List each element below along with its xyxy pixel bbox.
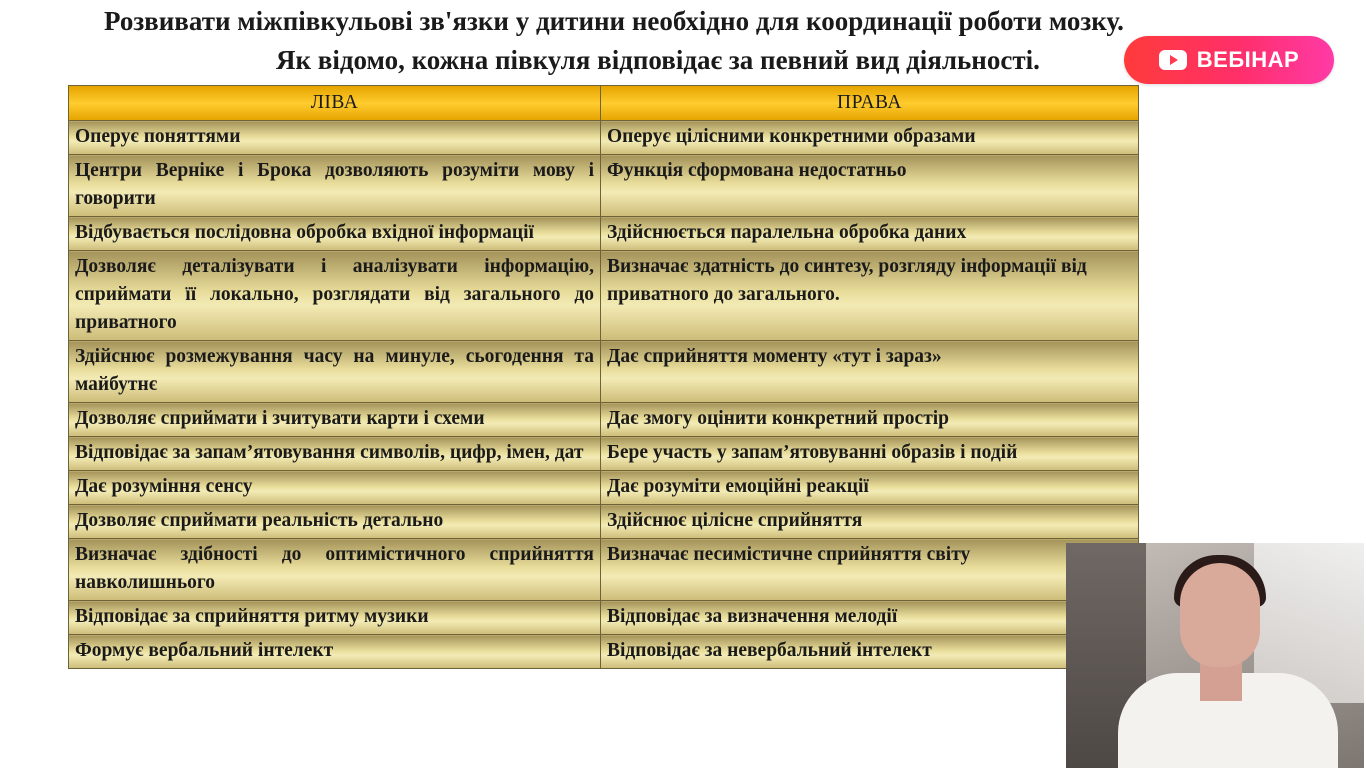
table-row — [69, 505, 1139, 539]
left-hemisphere-cell: Оперує поняттями — [69, 121, 601, 155]
presenter-face — [1180, 563, 1260, 667]
left-hemisphere-cell: Дозволяє сприймати реальність детально — [69, 505, 601, 539]
table-row — [69, 121, 1139, 155]
table-row — [69, 251, 1139, 341]
table-row — [69, 635, 1139, 669]
table-row — [69, 437, 1139, 471]
table-row — [69, 155, 1139, 217]
right-hemisphere-cell: Дає змогу оцінити конкретний простір — [601, 403, 1139, 437]
slide-title-line-1: Розвивати міжпівкульові зв'язки у дитини необхідно для координації роботи мозку. — [104, 6, 1124, 36]
left-hemisphere-cell: Відповідає за запам’ятовування символів, цифр, імен, дат — [69, 437, 601, 471]
right-hemisphere-cell: Відповідає за невербальний інтелект — [601, 635, 1139, 669]
right-hemisphere-cell: Визначає песимістичне сприйняття світу — [601, 539, 1139, 601]
youtube-play-icon — [1159, 50, 1187, 70]
hemispheres-table — [68, 85, 1139, 669]
table-row — [69, 403, 1139, 437]
table-body — [69, 121, 1139, 669]
table-row — [69, 539, 1139, 601]
right-hemisphere-cell: Визначає здатність до синтезу, розгляду інформації від приватного до загального. — [601, 251, 1139, 341]
right-hemisphere-cell: Дає сприйняття моменту «тут і зараз» — [601, 341, 1139, 403]
slide-title-line-2: Як відомо, кожна півкуля відповідає за певний вид діяльності. — [276, 45, 1040, 75]
table-row — [69, 217, 1139, 251]
table-row — [69, 471, 1139, 505]
table-row — [69, 341, 1139, 403]
left-hemisphere-cell: Визначає здібності до оптимістичного сприйняття навколишнього — [69, 539, 601, 601]
left-hemisphere-cell: Формує вербальний інтелект — [69, 635, 601, 669]
left-hemisphere-cell: Центри Верніке і Брока дозволяють розуміти мову і говорити — [69, 155, 601, 217]
column-header-left: ЛІВА — [69, 86, 601, 121]
presenter-neck — [1200, 661, 1242, 701]
right-hemisphere-cell: Оперує цілісними конкретними образами — [601, 121, 1139, 155]
right-hemisphere-cell: Функція сформована недостатньо — [601, 155, 1139, 217]
left-hemisphere-cell: Дозволяє сприймати і зчитувати карти і схеми — [69, 403, 601, 437]
left-hemisphere-cell: Відповідає за сприйняття ритму музики — [69, 601, 601, 635]
table-header-row — [69, 86, 1139, 121]
right-hemisphere-cell: Бере участь у запам’ятовуванні образів і подій — [601, 437, 1139, 471]
left-hemisphere-cell: Дозволяє деталізувати і аналізувати інформацію, сприймати її локально, розглядати від загального до приватного — [69, 251, 601, 341]
webinar-badge[interactable] — [1124, 36, 1334, 84]
right-hemisphere-cell: Дає розуміти емоційні реакції — [601, 471, 1139, 505]
right-hemisphere-cell: Здійснює цілісне сприйняття — [601, 505, 1139, 539]
left-hemisphere-cell: Відбувається послідовна обробка вхідної інформації — [69, 217, 601, 251]
left-hemisphere-cell: Дає розуміння сенсу — [69, 471, 601, 505]
presenter-webcam — [1066, 543, 1364, 768]
webinar-badge-label: ВЕБІНАР — [1196, 47, 1300, 72]
left-hemisphere-cell: Здійснює розмежування часу на минуле, сьогодення та майбутнє — [69, 341, 601, 403]
right-hemisphere-cell: Відповідає за визначення мелодії — [601, 601, 1139, 635]
right-hemisphere-cell: Здійснюється паралельна обробка даних — [601, 217, 1139, 251]
column-header-right: ПРАВА — [601, 86, 1139, 121]
table-row — [69, 601, 1139, 635]
